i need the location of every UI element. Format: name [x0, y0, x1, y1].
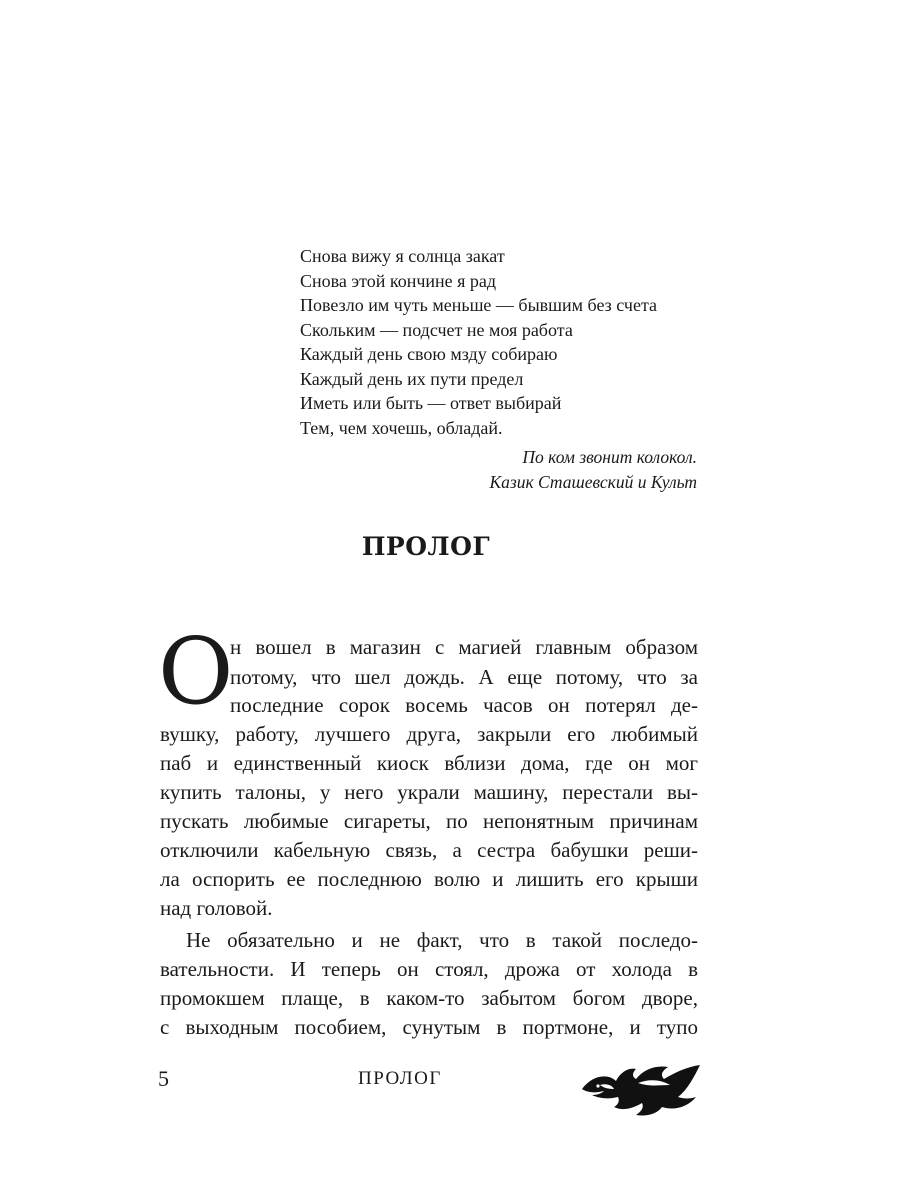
epigraph — [300, 244, 700, 440]
epigraph-line: Иметь или быть — ответ выбирай — [300, 393, 562, 413]
epigraph-attribution — [297, 445, 697, 494]
drop-cap: О — [158, 618, 234, 725]
body-line: пускать любимые сигареты, по непонятным причинам — [160, 809, 698, 833]
epigraph-line: Тем, чем хочешь, обладай. — [300, 417, 503, 438]
body-line: паб и единственный киоск вблизи дома, где он мог — [160, 751, 698, 775]
body-line: последние сорок восемь часов он потерял де- — [230, 693, 698, 717]
body-line: с выходным пособием, сунутым в портмоне, и тупо — [160, 1015, 698, 1039]
attribution-line: Казик Сташевский и Культ — [489, 471, 697, 492]
body-line: н вошел в магазин с магией главным образом — [230, 635, 698, 659]
body-line: купить талоны, у него украли машину, перестали вы- — [160, 780, 698, 804]
epigraph-line: Каждый день их пути предел — [300, 368, 524, 389]
epigraph-line: Повезло им чуть меньше — бывшим без счета — [300, 295, 658, 315]
body-line: отключили кабельную связь, а сестра бабушки реши- — [160, 838, 698, 862]
epigraph-line: Скольким — подсчет не моя работа — [300, 319, 573, 340]
chapter-heading: ПРОЛОГ — [361, 532, 491, 561]
epigraph-line: Снова вижу я солнца закат — [300, 246, 505, 266]
body-line: ла оспорить ее последнюю волю и лишить его крыши — [160, 867, 698, 891]
body-line: над головой. — [160, 896, 273, 920]
page-number: 5 — [158, 1066, 169, 1091]
attribution-line: По ком звонит колокол. — [522, 447, 697, 467]
body-line: потому, что шел дождь. А еще потому, что за — [230, 665, 698, 689]
running-title: ПРОЛОГ — [358, 1068, 442, 1089]
body-line: вательности. И теперь он стоял, дрожа от холода в — [160, 957, 698, 981]
epigraph-line: Каждый день свою мзду собираю — [300, 344, 558, 364]
body-line: промокшем плаще, в каком-то забытом богом дворе, — [160, 986, 698, 1010]
body-line: вушку, работу, лучшего друга, закрыли его любимый — [160, 722, 698, 746]
body-line: Не обязательно и не факт, что в такой последо- — [186, 928, 698, 952]
dragon-icon — [578, 1055, 702, 1121]
epigraph-line: Снова этой кончине я рад — [300, 270, 497, 291]
